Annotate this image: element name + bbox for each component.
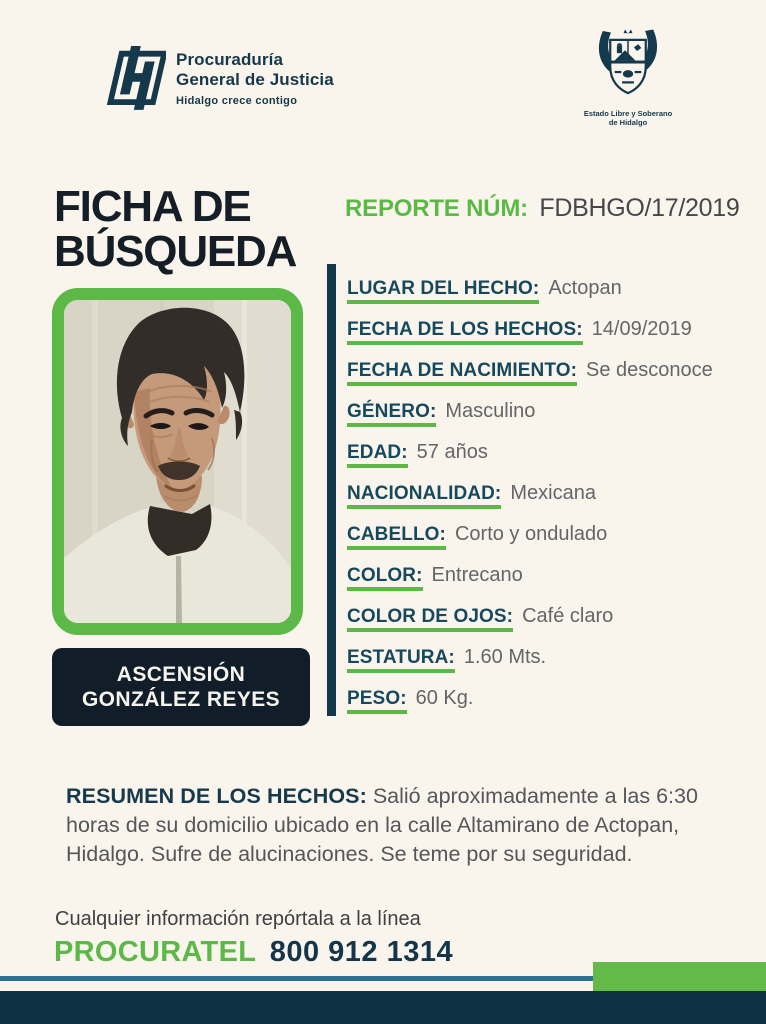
field-label: COLOR: [347, 565, 423, 591]
field-value: 57 años [416, 441, 488, 463]
crest-caption-line2: de Hidalgo [608, 118, 648, 127]
field-label: GÉNERO: [347, 401, 436, 427]
state-crest [578, 28, 678, 127]
field-color [347, 564, 713, 605]
field-value: Entrecano [431, 564, 523, 586]
fields-vertical-rule [327, 264, 336, 716]
field-label: ESTATURA: [347, 647, 455, 673]
field-value: Actopan [548, 277, 622, 299]
field-edad [347, 441, 713, 482]
hidalgo-h-logo-icon [104, 44, 166, 108]
footer-steel-blue-rule [0, 976, 594, 981]
field-value: 14/09/2019 [591, 318, 692, 340]
field-label: FECHA DE LOS HECHOS: [347, 319, 583, 345]
agency-logo-text [176, 50, 334, 108]
person-name-banner [52, 648, 310, 726]
footer-green-block [593, 962, 766, 991]
field-value: Café claro [522, 605, 614, 627]
field-label: FECHA DE NACIMIENTO: [347, 360, 577, 386]
hotline-name: PROCURATEL [54, 936, 257, 968]
agency-name-line1: Procuraduría [176, 50, 284, 69]
field-label: EDAD: [347, 442, 408, 468]
field-estatura [347, 646, 713, 687]
page-title [54, 184, 296, 274]
agency-tagline: Hidalgo crece contigo [176, 95, 298, 107]
field-label: LUGAR DEL HECHO: [347, 278, 539, 304]
field-value: Se desconoce [586, 359, 713, 381]
field-label: NACIONALIDAD: [347, 483, 501, 509]
field-value: Corto y ondulado [454, 523, 608, 545]
hotline-phone-number: 800 912 1314 [269, 936, 454, 968]
field-value: Masculino [445, 400, 536, 422]
crest-caption-line1: Estado Libre y Soberano [583, 109, 673, 118]
hotline-row [54, 936, 453, 969]
field-label: COLOR DE OJOS: [347, 606, 513, 632]
page-title-line1: FICHA DE [54, 182, 251, 231]
field-label: CABELLO: [347, 524, 446, 550]
field-value: 1.60 Mts. [463, 646, 547, 668]
report-number-row [345, 194, 739, 223]
field-fecha-de-nacimiento [347, 359, 713, 400]
field-peso [347, 687, 713, 728]
crest-caption [578, 109, 678, 127]
report-instruction-text: Cualquier información repórtala a la línea [55, 908, 421, 930]
field-fecha-de-los-hechos [347, 318, 713, 359]
agency-name-line2: General de Justicia [176, 70, 334, 89]
field-nacionalidad [347, 482, 713, 523]
person-name-line2: GONZÁLEZ REYES [81, 688, 281, 711]
incident-summary [66, 782, 726, 869]
report-number-value: FDBHGO/17/2019 [539, 194, 740, 222]
field-cabello [347, 523, 713, 564]
hidalgo-crest-icon [582, 28, 674, 102]
incident-summary-text: Salió aproximadamente a las 6:30 horas de su domicilio ubicado en la calle Altamirano de Actopan, Hidalgo. Sufre de alucinaciones. Se teme por su seguridad. [66, 783, 698, 866]
field-color-de-ojos [347, 605, 713, 646]
field-lugar-del-hecho [347, 277, 713, 318]
incident-summary-label: RESUMEN DE LOS HECHOS: [66, 783, 367, 808]
field-label: PESO: [347, 688, 407, 714]
person-name-line1: ASCENSIÓN [116, 663, 246, 686]
missing-person-photo [52, 288, 303, 635]
field-value: 60 Kg. [415, 687, 474, 709]
field-genero [347, 400, 713, 441]
page-title-line2: BÚSQUEDA [54, 227, 297, 276]
report-number-label: REPORTE NÚM: [345, 195, 528, 222]
agency-logo [104, 44, 334, 108]
person-details-list [347, 277, 713, 728]
footer-navy-bar [0, 991, 766, 1024]
field-value: Mexicana [510, 482, 596, 504]
